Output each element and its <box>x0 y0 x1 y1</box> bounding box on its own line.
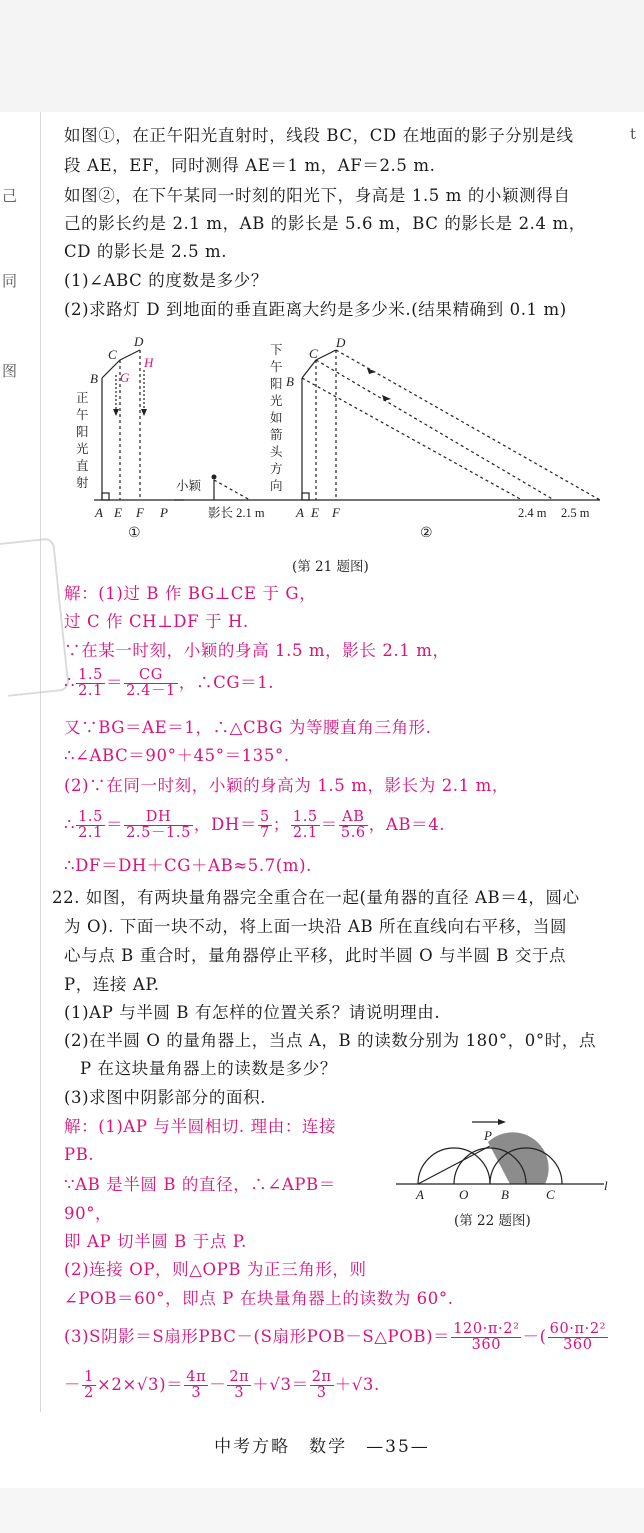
solution21-line9: ∴DF＝DH＋CG＋AB≈5.7(m). <box>64 856 312 875</box>
solution22-line4: 90°， <box>64 1204 113 1223</box>
column-divider <box>40 112 41 1412</box>
solution21-line8: ∴ $\frac{1.5}{2.1}$ ＝ $\frac{DH}{2.5-1.5}$ ，DH＝ $\frac{5}{7}$ ； $\frac{1.5}{2.1}$ ＝ $\frac{AB}{5.6}$ ，AB＝4. <box>64 809 446 841</box>
svg-text:H: H <box>144 355 154 370</box>
solution21-line3: ∵在某一时刻，小颖的身高 1.5 m，影长 2.1 m， <box>64 641 450 660</box>
problem22-question1: (1)AP 与半圆 B 有怎样的位置关系？请说明理由. <box>64 1003 441 1022</box>
svg-text:B: B <box>501 1187 509 1202</box>
figure-22 <box>396 1110 616 1210</box>
solution21-line4: ∴ $\frac{1.5}{2.1}$ ＝ $\frac{CG}{2.4-1}$ ，∴CG＝1. <box>64 667 275 699</box>
problem21-line1: 如图①，在正午阳光直射时，线段 BC，CD 在地面的影子分别是线 <box>64 126 574 145</box>
fig21-vertical-left: 正午阳光直射 <box>76 391 89 490</box>
fig21-label-1: ① <box>128 526 141 541</box>
svg-text:G: G <box>120 370 130 385</box>
svg-text:F: F <box>136 505 144 520</box>
solution21-line1: 解：(1)过 B 作 BG⊥CE 于 G， <box>64 584 317 603</box>
left-edge-fragment: 同 <box>2 272 18 290</box>
problem22-question2b: P 在这块量角器上的读数是多少？ <box>80 1059 337 1078</box>
svg-text:C: C <box>546 1187 555 1202</box>
solution22-line9: － $\frac{1}{2}$ ×2×√3)＝ $\frac{4\pi}{3}$ － $\frac{2\pi}{3}$ ＋√3＝ $\frac{2\pi}{3}$ ＋√3. <box>64 1369 380 1401</box>
scan-bottom-margin <box>0 1488 644 1533</box>
fig21-label-2: ② <box>420 526 433 541</box>
fig21-person: 小颖 <box>176 479 202 493</box>
problem21-question2: (2)求路灯 D 到地面的垂直距离大约是多少米.(结果精确到 0.1 m) <box>64 300 567 319</box>
solution22-line1: 解：(1)AP 与半圆相切. 理由：连接 <box>64 1117 337 1136</box>
watermark-stamp <box>0 537 70 697</box>
fig21-shadow: 影长 2.1 m <box>208 506 265 520</box>
problem22-question3: (3)求图中阴影部分的面积. <box>64 1088 267 1107</box>
figure-21 <box>64 330 610 570</box>
problem22-line4: P，连接 AP. <box>64 975 160 994</box>
fig21-caption: (第 21 题图) <box>292 559 369 575</box>
svg-text:E: E <box>311 505 319 520</box>
solution21-line5: 又∵BG＝AE＝1，∴△CBG 为等腰直角三角形. <box>64 718 432 737</box>
svg-text:E: E <box>114 505 122 520</box>
problem22-line3: 心与点 B 重合时，量角器停止平移，此时半圆 O 与半圆 B 交于点 <box>64 946 567 965</box>
left-edge-fragment: 图 <box>2 362 18 380</box>
svg-text:D: D <box>134 334 144 349</box>
solution22-line3: ∵AB 是半圆 B 的直径，∴∠APB＝ <box>64 1175 336 1194</box>
svg-text:C: C <box>309 346 318 361</box>
svg-text:F: F <box>332 505 340 520</box>
page-footer: 中考方略 数学 —35— <box>214 1437 430 1457</box>
svg-text:l: l <box>604 1178 608 1193</box>
solution21-line6: ∴∠ABC＝90°＋45°＝135°. <box>64 746 290 765</box>
problem21-line3: 如图②，在下午某同一时刻的阳光下，身高是 1.5 m 的小颖测得自 <box>64 186 571 205</box>
fig21-vertical-right: 下午阳光如箭头方向 <box>270 343 283 493</box>
svg-text:B: B <box>90 371 98 386</box>
problem21-line2: 段 AE，EF，同时测得 AE＝1 m，AF＝2.5 m. <box>64 156 436 175</box>
problem22-line2: 为 O). 下面一块不动，将上面一块沿 AB 所在直线向右平移，当圆 <box>64 917 568 936</box>
svg-text:A: A <box>416 1187 424 1202</box>
solution22-line5: 即 AP 切半圆 B 于点 P. <box>64 1232 247 1251</box>
svg-text:B: B <box>286 374 294 389</box>
svg-text:O: O <box>459 1187 469 1202</box>
problem22-line1: 22. 如图，有两块量角器完全重合在一起(量角器的直径 AB＝4，圆心 <box>52 888 580 907</box>
problem21-line4: 己的影长约是 2.1 m，AB 的影长是 5.6 m，BC 的影长是 2.4 m， <box>64 214 586 233</box>
problem22-question2a: (2)在半圆 O 的量角器上，当点 A，B 的读数分别为 180°，0°时，点 <box>64 1031 597 1050</box>
svg-text:P: P <box>484 1128 492 1143</box>
svg-text:D: D <box>336 335 346 350</box>
svg-text:C: C <box>108 347 117 362</box>
problem21-line5: CD 的影长是 2.5 m. <box>64 242 228 261</box>
svg-text:P: P <box>160 505 168 520</box>
scan-top-margin <box>0 0 644 112</box>
solution22-line2: PB. <box>64 1145 95 1164</box>
solution22-line8: (3)S阴影＝S扇形PBC－(S扇形POB－S△POB)＝ $\frac{\text{120·π·2²}}{360}$ －( $\frac{\text{60·π·2²}}{360}$ <box>64 1321 607 1353</box>
fig21-dist1: 2.4 m <box>518 506 547 520</box>
solution22-line7: ∠POB＝60°，即点 P 在块量角器上的读数为 60°. <box>64 1289 454 1308</box>
svg-text:A: A <box>95 505 103 520</box>
solution21-line7: (2)∵在同一时刻，小颖的身高为 1.5 m，影长为 2.1 m， <box>64 776 509 795</box>
svg-text:A: A <box>296 505 304 520</box>
right-edge-fragment: t <box>630 125 637 143</box>
fig22-caption: (第 22 题图) <box>454 1213 531 1229</box>
problem21-question1: (1)∠ABC 的度数是多少？ <box>64 271 268 290</box>
solution22-line6: (2)连接 OP，则△OPB 为正三角形，则 <box>64 1260 367 1279</box>
solution21-line2: 过 C 作 CH⊥DF 于 H. <box>64 612 249 631</box>
fig21-dist2: 2.5 m <box>561 506 590 520</box>
left-edge-fragment: 己 <box>2 187 18 205</box>
